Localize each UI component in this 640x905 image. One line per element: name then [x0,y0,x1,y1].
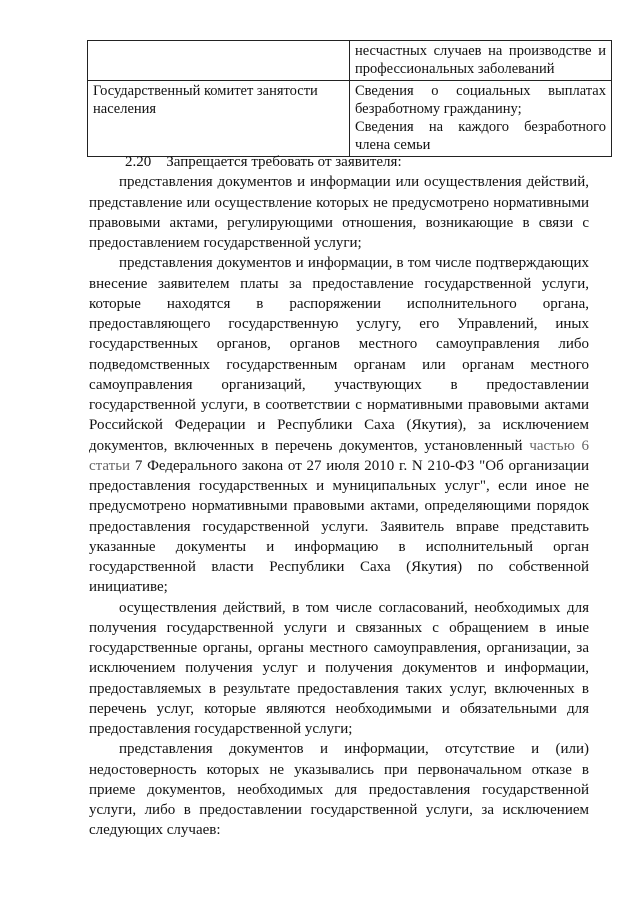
section-heading [89,152,589,172]
document-entry: Сведения на каждого безработного члена семьи [355,119,606,153]
section-number: 2.20 [125,154,152,170]
table-cell-documents [350,81,612,157]
table-row [88,81,612,157]
paragraph-actions-approvals: осуществления действий, в том числе согласований, необходимых для получения государственной услуги и связанных с обращением в иные государственные органы, органы местного самоуправления, организации, за исключением получения услуг и получения документов и информации, предоставляемых в результате предоставления таких услуг, включенных в перечень услуг, которые являются необходимыми и обязательными для предоставления государственной услуги; [89,599,589,737]
paragraph-initial-refusal: представления документов и информации, отсутствие и (или) недостоверность которых не указывались при первоначальном отказе в приеме документов, необходимых для предоставления государственной услуги, либо в предоставлении государственной услуги, за исключением следующих случаев: [89,741,589,839]
agencies-table [87,40,612,157]
paragraph-documents-not-required: представления документов и информации или осуществления действий, представление или осуществление которых не предусмотрено нормативными правовыми актами, регулирующими отношения, возникающие в связи с предоставлением государственной услуги; [89,174,589,251]
document-entry: несчастных случаев на производстве и профессиональных заболеваний [355,43,606,77]
paragraph-text: представления документов и информации, в том числе подтверждающих внесение заявителем платы за предоставление государственной услуги, которые находятся в распоряжении исполнительного органа, предоставляющего государственную услугу, его Управлений, иных государственных органов, органов местного самоуправления либо подведомственных государственным органам или органам местного самоуправления организаций, участвующих в предоставлении государственной услуги, в соответствии с нормативными правовыми актами Российской Федерации и Республики Саха (Якутия), за исключением документов, включенных в перечень документов, установленный [89,255,589,454]
section-title: Запрещается требовать от заявителя: [166,154,402,170]
paragraph-documents-in-possession [89,253,589,597]
table-cell-agency [88,41,350,81]
document-body [89,152,589,841]
document-entry: Сведения о социальных выплатах безработному гражданину; [355,83,606,117]
table-cell-agency: Государственный комитет занятости населения [88,81,350,157]
law-reference-link[interactable]: частью 6 статьи [89,437,589,474]
table-cell-documents [350,41,612,81]
table-row [88,41,612,81]
paragraph-text: 7 Федерального закона от 27 июля 2010 г. N 210-ФЗ "Об организации предоставления государственных и муниципальных услуг", если иное не предусмотрено нормативными правовыми актами, определяющими порядок предоставления государственной услуги. Заявитель вправе представить указанные документы и информацию в исполнительный орган государственной власти Республики Саха (Якутия) по собственной инициативе; [89,457,589,596]
